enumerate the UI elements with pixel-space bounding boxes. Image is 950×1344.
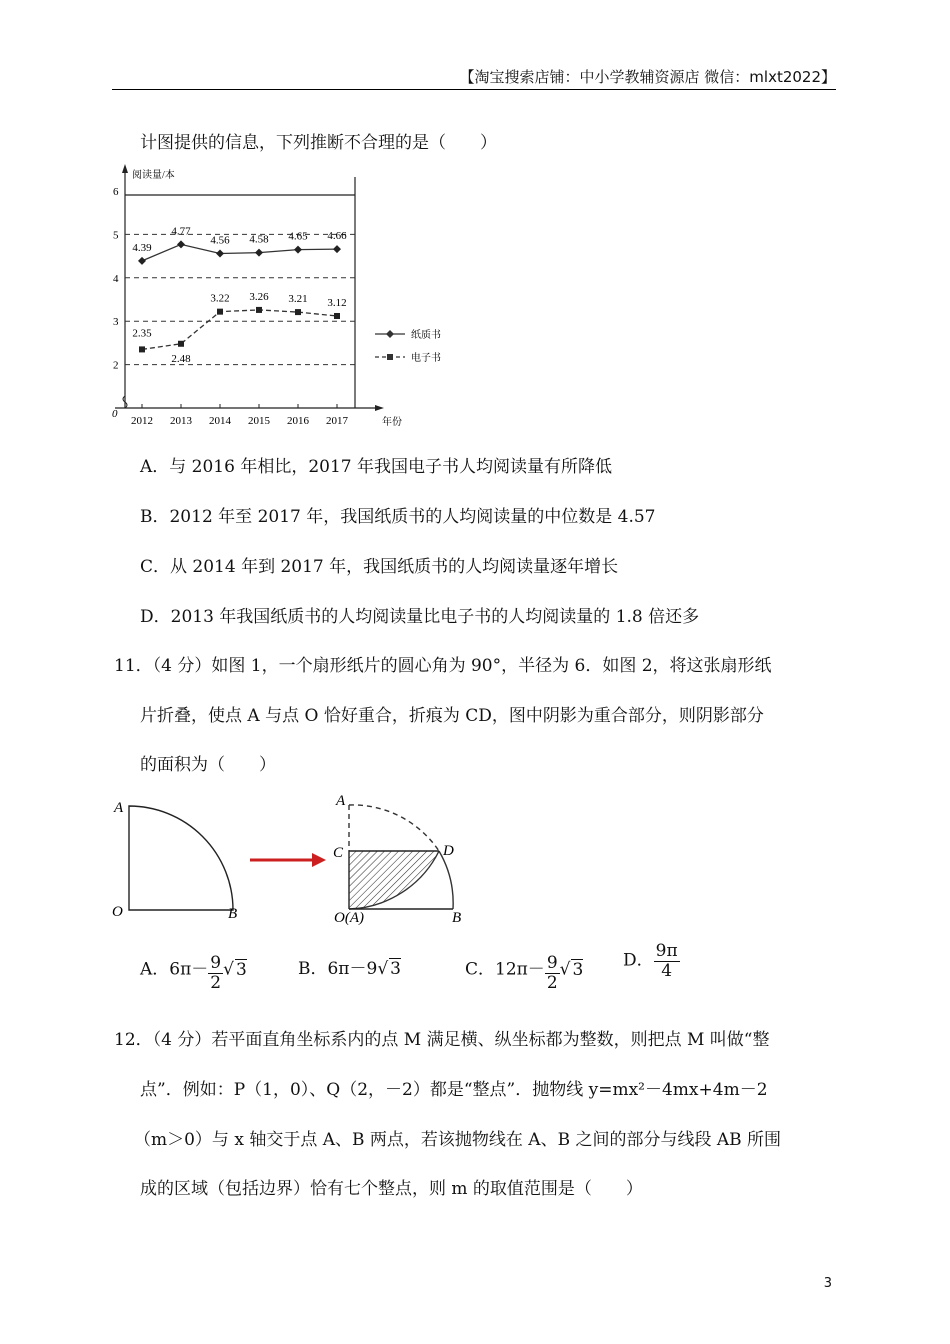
fig2-label-b: B — [452, 910, 462, 925]
q12-line4: 成的区域（包括边界）恰有七个整点，则 m 的取值范围是（ ） — [140, 1179, 643, 1199]
fig1-label-o: O — [112, 904, 123, 920]
q11-option-d: D． $\frac{9\pi}{4}$ — [623, 941, 678, 981]
q11-line1: 11．（4 分）如图 1，一个扇形纸片的圆心角为 90°，半径为 6．如图 2，将这张扇形纸 — [114, 656, 772, 676]
data-label: 3.22 — [210, 292, 230, 305]
q12-line3: （m＞0）与 x 轴交于点 A、B 两点，若该抛物线在 A、B 之间的部分与线段 AB 所围 — [134, 1130, 782, 1150]
data-point-paper — [294, 246, 302, 254]
data-point-ebook — [256, 307, 262, 313]
data-point-paper — [255, 249, 263, 257]
dashed-arc-ad — [349, 805, 439, 851]
sector-outline — [129, 806, 233, 910]
data-point-ebook — [334, 313, 340, 319]
q11-option-a: A．6π－ $\frac{9}{2}$ √ 3 — [140, 953, 247, 993]
y-tick-label: 3 — [113, 316, 119, 329]
data-label: 3.12 — [327, 296, 347, 309]
page-number: 3 — [823, 1276, 832, 1291]
x-tick-label: 2017 — [326, 415, 348, 427]
data-label: 4.66 — [327, 230, 347, 243]
y-tick-label: 2 — [113, 359, 119, 372]
x-axis-arrow — [375, 405, 384, 411]
q12-line2: 点”．例如：P（1，0）、Q（2，－2）都是“整点”．抛物线 y=mx²－4mx+4m－2 — [140, 1080, 768, 1100]
data-label: 4.65 — [288, 230, 308, 243]
figure-1-sector — [110, 788, 250, 923]
q11-option-c: C．12π－ $\frac{9}{2}$ √ 3 — [465, 953, 584, 993]
fig2-label-a: A — [336, 793, 346, 809]
data-label: 3.26 — [249, 290, 269, 303]
data-point-paper — [177, 240, 185, 248]
data-point-paper — [333, 245, 341, 253]
arc-db — [439, 851, 453, 909]
q12-line1: 12．（4 分）若平面直角坐标系内的点 M 满足横、纵坐标都为整数，则把点 M 叫做“整 — [114, 1030, 770, 1050]
data-label: 4.77 — [171, 225, 191, 238]
q10-intro: 计图提供的信息，下列推断不合理的是（ ） — [140, 133, 497, 153]
shaded-overlap-region — [349, 851, 439, 909]
fig2-label-c: C — [333, 845, 344, 861]
legend-label-ebook: 电子书 — [411, 353, 441, 364]
fig2-label-o: O(A) — [334, 910, 364, 925]
x-tick-label: 2012 — [131, 415, 153, 427]
x-tick-label: 2014 — [209, 415, 231, 427]
y-axis-label: 阅读量/本 — [132, 170, 175, 181]
fig1-label-b: B — [228, 906, 238, 922]
data-point-ebook — [295, 309, 301, 315]
fig2-label-d: D — [443, 843, 454, 859]
data-label: 2.48 — [171, 352, 191, 365]
y-tick-label: 5 — [113, 229, 119, 242]
data-label: 3.21 — [288, 293, 308, 306]
fig1-label-a: A — [114, 800, 124, 816]
data-label: 4.58 — [249, 233, 269, 246]
data-point-ebook — [178, 341, 184, 347]
y-tick-label: 4 — [113, 272, 119, 285]
y-tick-label: 6 — [113, 186, 119, 198]
x-axis-label: 年份 — [382, 417, 402, 428]
q11-line3: 的面积为（ ） — [140, 755, 276, 775]
q10-option-c: C．从 2014 年到 2017 年，我国纸质书的人均阅读量逐年增长 — [140, 557, 619, 577]
header-rule — [112, 89, 836, 90]
data-label: 2.35 — [132, 327, 152, 340]
x-tick-label: 2016 — [287, 415, 309, 427]
series-line-paper — [142, 244, 337, 260]
data-point-ebook — [217, 309, 223, 315]
q11-option-b: B．6π－9√ 3 — [298, 959, 401, 979]
q11-line2: 片折叠，使点 A 与点 O 恰好重合，折痕为 CD，图中阴影为重合部分，则阴影部分 — [140, 706, 764, 726]
x-tick-label: 2015 — [248, 415, 270, 427]
data-point-paper — [138, 257, 146, 265]
legend-marker-paper — [386, 330, 394, 338]
fold-arrow-icon — [248, 850, 328, 870]
data-label: 4.56 — [210, 234, 230, 247]
reading-chart — [110, 160, 455, 435]
x-tick-label: 2013 — [170, 415, 192, 427]
series-line-ebook — [142, 310, 337, 349]
data-point-ebook — [139, 346, 145, 352]
header-text: 【淘宝搜索店铺：中小学教辅资源店 微信：mlxt2022】 — [459, 68, 836, 86]
figure-2-folded-sector — [330, 785, 475, 925]
legend-label-paper: 纸质书 — [411, 330, 441, 341]
q10-option-b: B．2012 年至 2017 年，我国纸质书的人均阅读量的中位数是 4.57 — [140, 507, 656, 527]
y-axis-arrow — [122, 164, 128, 173]
data-point-paper — [216, 249, 224, 257]
y-tick-label: 0 — [112, 408, 118, 420]
q10-option-a: A．与 2016 年相比，2017 年我国电子书人均阅读量有所降低 — [140, 457, 613, 477]
data-label: 4.39 — [132, 241, 152, 254]
legend-marker-ebook — [387, 354, 393, 360]
q10-option-d: D．2013 年我国纸质书的人均阅读量比电子书的人均阅读量的 1.8 倍还多 — [140, 607, 700, 627]
